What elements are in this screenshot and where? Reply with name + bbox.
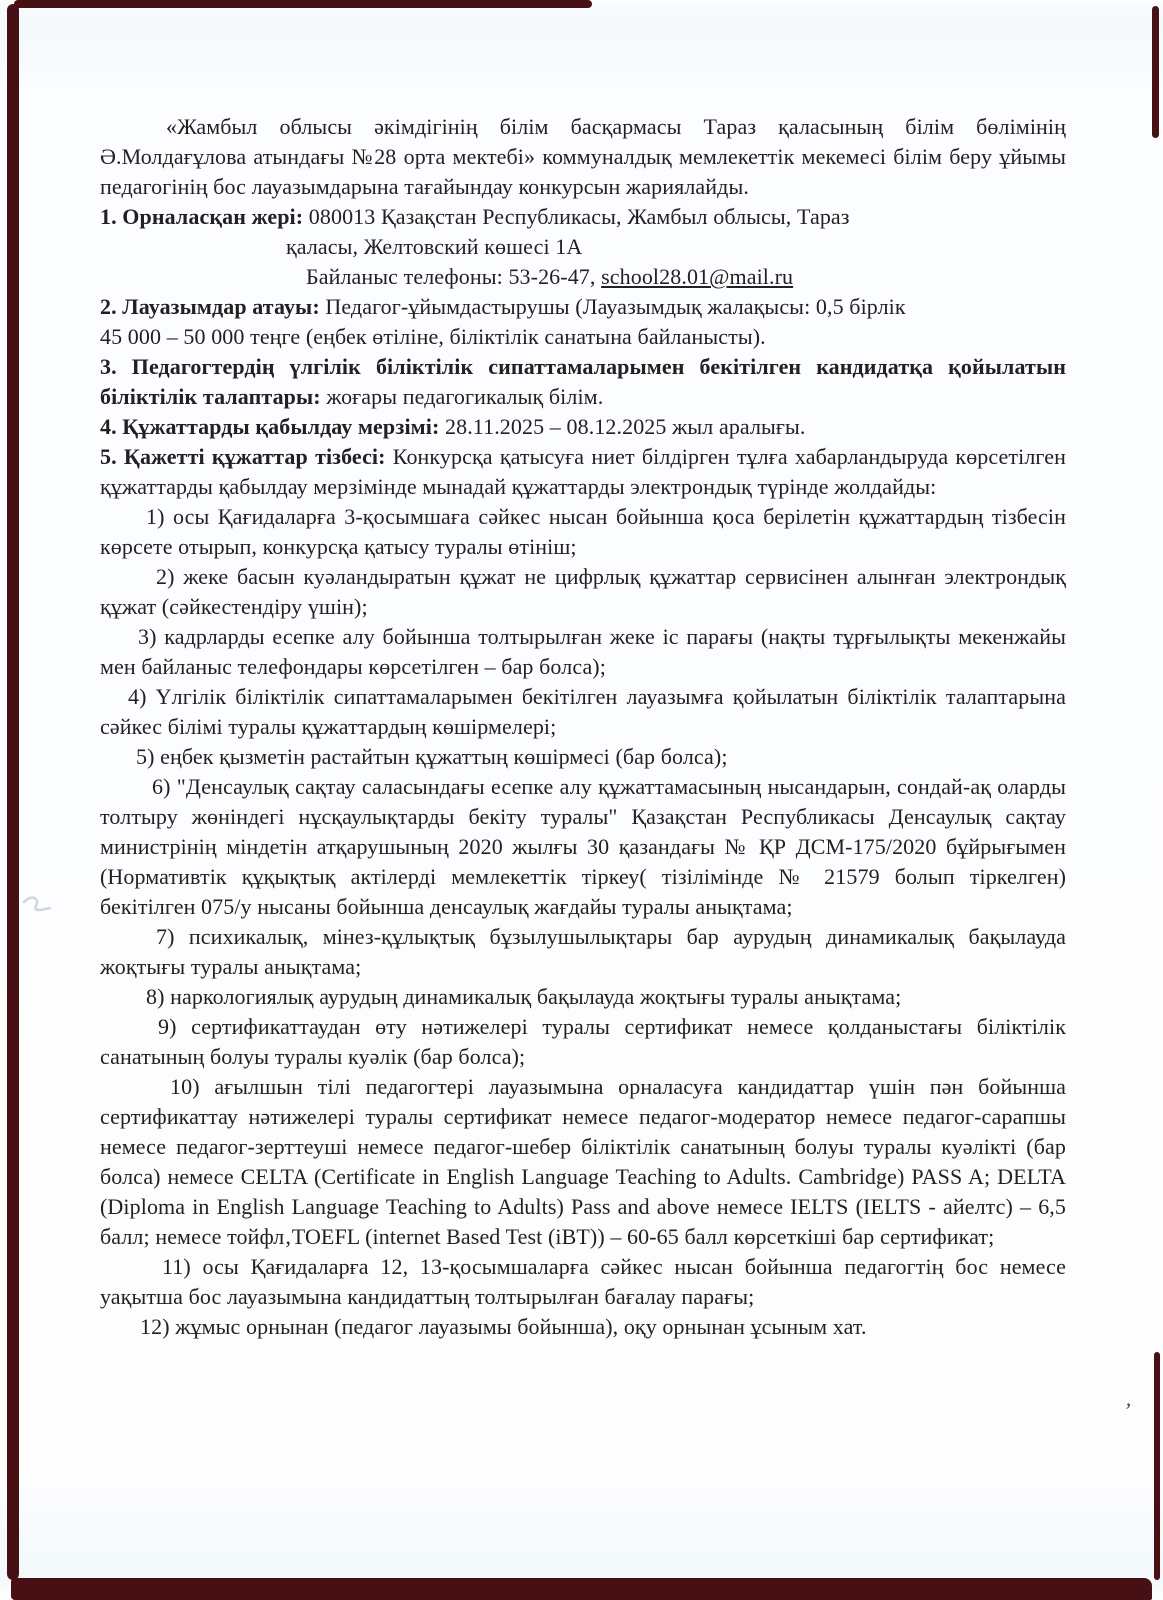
text-run: 1. Орналасқан жері: [100, 204, 304, 229]
scan-edge-bottom [11, 1578, 1152, 1600]
subitem-1 [100, 502, 1066, 562]
email-text: school28.01@mail.ru [601, 264, 794, 289]
salary-line [100, 322, 1066, 352]
subitem-6 [100, 772, 1066, 922]
text-run: Педагог-ұйымдастырушы (Лауазымдық жалақысы: 0,5 бірлік [319, 294, 906, 319]
subitem-10 [100, 1072, 1066, 1252]
subitem-9 [100, 1012, 1066, 1072]
text-run: 1) осы Қағидаларға 3-қосымшаға сәйкес нысан бойынша қоса берілетін құжаттардың тізбесін көрсете отырып, конкурсқа қатысу туралы өтініш; [100, 504, 1066, 559]
text-run: 4) Үлгілік біліктілік сипаттамаларымен бекітілген лауазымға қойылатын біліктілік талаптарына сәйкес білімі туралы құжаттардың көшірмелері; [100, 684, 1066, 739]
scan-edge-left [7, 4, 19, 1580]
item-4-deadline [100, 412, 1066, 442]
text-run: 7) психикалық, мінез-құлықтық бұзылушылықтары бар аурудың динамикалық бақылауда жоқтығы туралы анықтама; [100, 924, 1066, 979]
text-run: жоғары педагогикалық білім. [320, 384, 604, 409]
text-run: «Жамбыл облысы әкімдігінің білім басқармасы Тараз қаласының білім бөлімінің Ә.Молдағұлова атындағы №28 орта мектебі» коммуналдық мемлекеттік мекемесі білім беру ұйымы педагогінің бос лауазымдарына тағайындау конкурсын жариялайды. [100, 114, 1066, 199]
text-run: 8) наркологиялық аурудың динамикалық бақылауда жоқтығы туралы анықтама; [146, 984, 902, 1009]
text-run: 3. Педагогтердің үлгілік біліктілік сипаттамаларымен бекітілген кандидатқа қойылатын біліктілік талаптары: [100, 354, 1066, 409]
item-3-requirements [100, 352, 1066, 412]
text-run: Конкурсқа қатысуға ниет білдірген тұлға хабарландыруда көрсетілген құжаттарды қабылдау мерзімінде мынадай құжаттарды электрондық түрінде жолдайды: [100, 444, 1066, 499]
scan-edge-right-bottom [1154, 1352, 1160, 1580]
pen-squiggle-mark [20, 888, 60, 928]
item-2-position [100, 292, 1066, 322]
location-line-3-phone [100, 262, 1066, 292]
scan-edge-right-top [1152, 6, 1159, 138]
item-5-documents-list [100, 442, 1066, 502]
text-run: 45 000 – 50 000 теңге (еңбек өтіліне, біліктілік санатына байланысты). [100, 324, 766, 349]
location-line-2 [100, 232, 1066, 262]
text-run: 080013 Қазақстан Республикасы, Жамбыл облысы, Тараз [303, 204, 850, 229]
text-run: 5) еңбек қызметін растайтын құжаттың көшірмесі (бар болса); [136, 744, 728, 769]
text-run: 28.11.2025 – 08.12.2025 жыл аралығы. [439, 414, 806, 439]
text-run: 4. Құжаттарды қабылдау мерзімі: [100, 414, 440, 439]
text-run: 5. Қажетті құжаттар тізбесі: [100, 444, 386, 469]
document-body [100, 112, 1066, 1342]
item-1-location [100, 202, 1066, 232]
subitem-7 [100, 922, 1066, 982]
text-run: 9) сертификаттаудан өту нәтижелері туралы сертификат немесе қолданыстағы біліктілік санатының болуы туралы куәлік (бар болса); [100, 1014, 1066, 1069]
text-run: 6) "Денсаулық сақтау саласындағы есепке алу құжаттамасының нысандарын, сондай-ақ оларды толтыру жөніндегі нұсқаулықтарды бекіту туралы" Қазақстан Республикасы Денсаулық сақтау министрінің міндетін атқарушының 2020 жылғы 30 қазандағы № ҚР ДСМ-175/2020 бұйрығымен (Нормативтік құқықтық актілерді мемлекеттік тіркеу( тізілімінде № 21579 болып тіркелген) бекітілген 075/у нысаны бойынша денсаулық жағдайы туралы анықтама; [100, 774, 1066, 919]
text-run: 10) ағылшын тілі педагогтері лауазымына орналасуға кандидаттар үшін пән бойынша сертификаттау нәтижелері туралы сертификат немесе педагог-модератор немесе педагог-сарапшы немесе педагог-зерттеуші немесе педагог-шебер біліктілік санатының болуы туралы куәлікті (бар болса) немесе CELTA (Certificate in English Language Teaching to Adults. Cambridge) PASS A; DELTA (Diploma in English Language Teaching to Adults) Pass and above немесе IELTS (IELTS - айелтс) – 6,5 балл; немесе тойфл‚TOEFL (internet Based Test (iBT)) – 60-65 балл көрсеткіші бар сертификат; [100, 1074, 1066, 1249]
subitem-3 [100, 622, 1066, 682]
text-run: 2. Лауазымдар атауы: [100, 294, 320, 319]
subitem-4 [100, 682, 1066, 742]
subitem-12 [100, 1312, 1066, 1342]
subitem-11 [100, 1252, 1066, 1312]
scan-edge-top [14, 0, 592, 8]
text-run: қаласы, Желтовский көшесі 1А [286, 234, 583, 259]
subitem-5 [100, 742, 1066, 772]
text-run: 12) жұмыс орнынан (педагог лауазымы бойынша), оқу орнынан ұсыным хат. [140, 1314, 867, 1339]
intro-paragraph [100, 112, 1066, 202]
text-run: 3) кадрларды есепке алу бойынша толтырылған жеке іс парағы (нақты тұрғылықты мекенжайы мен байланыс телефондары көрсетілген – бар болса); [100, 624, 1066, 679]
text-run: 2) жеке басын куәландыратын құжат не цифрлық құжаттар сервисінен алынған электрондық құжат (сәйкестендіру үшін); [100, 564, 1066, 619]
subitem-8 [100, 982, 1066, 1012]
subitem-2 [100, 562, 1066, 622]
text-run: 11) осы Қағидаларға 12, 13-қосымшаларға сәйкес нысан бойынша педагогтің бос немесе уақытша бос лауазымына кандидаттың толтырылған бағалау парағы; [100, 1254, 1066, 1309]
text-run: Байланыс телефоны: 53-26-47, [306, 264, 602, 289]
ink-speck: ’ [1122, 1397, 1134, 1424]
